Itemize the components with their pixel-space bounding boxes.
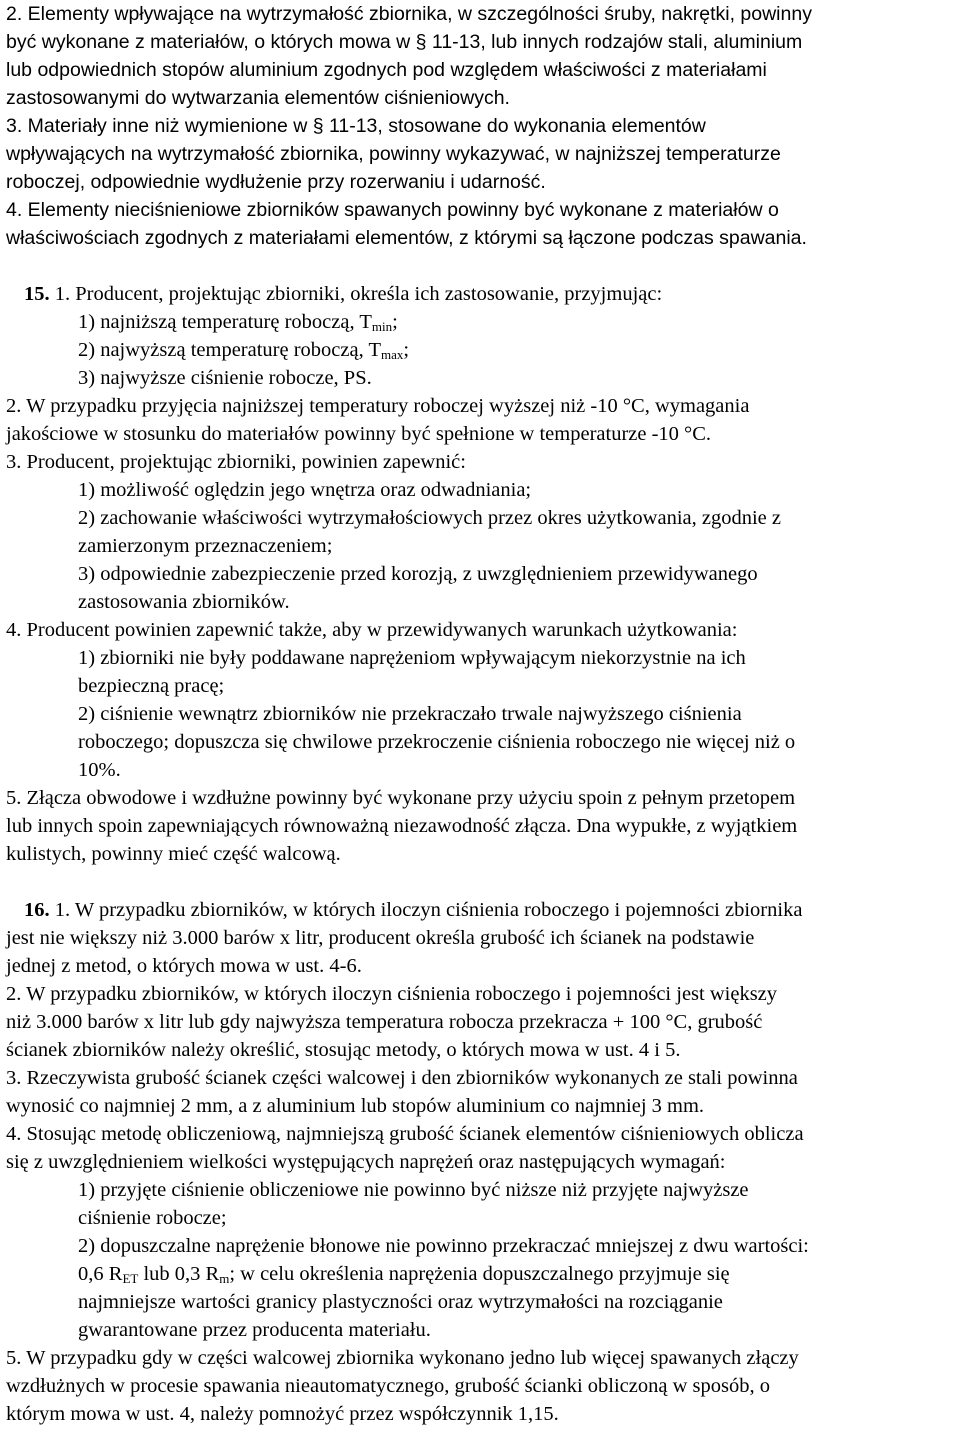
list-item: ciśnienie robocze;	[78, 1207, 227, 1229]
text-line: 3. Materiały inne niż wymienione w § 11-13, stosowane do wykonania elementów	[6, 115, 706, 137]
text-line: lub odpowiednich stopów aluminium zgodnych pod względem właściwości z materiałami	[6, 59, 767, 81]
text-line: roboczej, odpowiednie wydłużenie przy rozerwaniu i udarność.	[6, 171, 546, 193]
subscript: min	[371, 319, 393, 334]
text-line: niż 3.000 barów x litr lub gdy najwyższa temperatura robocza przekracza + 100 °C, grubość	[6, 1011, 763, 1033]
text-line: którym mowa w ust. 4, należy pomnożyć przez współczynnik 1,15.	[6, 1403, 559, 1425]
text-line: wynosić co najmniej 2 mm, a z aluminium lub stopów aluminium co najmniej 3 mm.	[6, 1095, 705, 1117]
list-item: 1) możliwość oględzin jego wnętrza oraz odwadniania;	[78, 479, 532, 501]
list-item: bezpieczną pracę;	[78, 675, 225, 697]
text-line: jakościowe w stosunku do materiałów powinny być spełnione w temperaturze -10 °C.	[6, 423, 712, 445]
list-item: 10%.	[78, 759, 121, 781]
text-line: 4. Elementy nieciśnieniowe zbiorników spawanych powinny być wykonane z materiałów o	[6, 199, 779, 221]
text-line: ścianek zbiorników należy określić, stosując metody, o których mowa w ust. 4 i 5.	[6, 1039, 681, 1061]
section-16-heading-line	[24, 896, 802, 924]
text-span: ;	[403, 339, 410, 361]
text-span: 0,6 R	[78, 1263, 123, 1285]
text-line: 4. Producent powinien zapewnić także, aby w przewidywanych warunkach użytkowania:	[6, 619, 738, 641]
text-line: 2. Elementy wpływające na wytrzymałość zbiornika, w szczególności śruby, nakrętki, powinny	[6, 3, 812, 25]
list-item: 1) przyjęte ciśnienie obliczeniowe nie powinno być niższe niż przyjęte najwyższe	[78, 1179, 749, 1201]
subscript: max	[381, 347, 404, 362]
text-span: 1. Producent, projektując zbiorniki, określa ich zastosowanie, przyjmując:	[49, 283, 663, 305]
text-span: 1) najniższą temperaturę roboczą, T	[78, 311, 372, 333]
text-line: wpływających na wytrzymałość zbiornika, powinny wykazywać, w najniższej temperaturze	[6, 143, 781, 165]
text-span: ; w celu określenia naprężenia dopuszczalnego przyjmuje się	[229, 1263, 730, 1285]
text-line: 2. W przypadku zbiorników, w których iloczyn ciśnienia roboczego i pojemności jest większy	[6, 983, 778, 1005]
list-item	[78, 308, 398, 336]
section-number: 15.	[24, 283, 50, 305]
text-line: 3. Producent, projektując zbiorniki, powinien zapewnić:	[6, 451, 466, 473]
list-item: 3) najwyższe ciśnienie robocze, PS.	[78, 367, 372, 389]
text-line: jednej z metod, o których mowa w ust. 4-6.	[6, 955, 362, 977]
text-span: 2) najwyższą temperaturę roboczą, T	[78, 339, 381, 361]
list-item: zamierzonym przeznaczeniem;	[78, 535, 333, 557]
text-line: być wykonane z materiałów, o których mowa w § 11-13, lub innych rodzajów stali, aluminium	[6, 31, 803, 53]
list-item: 2) zachowanie właściwości wytrzymałościowych przez okres użytkowania, zgodnie z	[78, 507, 781, 529]
text-line: się z uwzględnieniem wielkości występujących naprężeń oraz następujących wymagań:	[6, 1151, 726, 1173]
text-span: ;	[392, 311, 398, 333]
text-line: właściwościach zgodnych z materiałami elementów, z którymi są łączone podczas spawania.	[6, 227, 807, 249]
text-line: lub innych spoin zapewniających równoważną niezawodność złącza. Dna wypukłe, z wyjątkiem	[6, 815, 798, 837]
list-item: 2) dopuszczalne naprężenie błonowe nie powinno przekraczać mniejszej z dwu wartości:	[78, 1235, 809, 1257]
text-line: 5. W przypadku gdy w części walcowej zbiornika wykonano jedno lub więcej spawanych złączy	[6, 1347, 799, 1369]
list-item: zastosowania zbiorników.	[78, 591, 290, 613]
text-line: kulistych, powinny mieć część walcową.	[6, 843, 341, 865]
subscript: ET	[122, 1271, 139, 1286]
text-line: jest nie większy niż 3.000 barów x litr, producent określa grubość ich ścianek na podstawie	[6, 927, 755, 949]
section-15-heading-line	[24, 280, 662, 308]
list-item: najmniejsze wartości granicy plastyczności oraz wytrzymałości na rozciąganie	[78, 1291, 723, 1313]
text-span: lub 0,3 R	[138, 1263, 220, 1285]
text-line: 4. Stosując metodę obliczeniową, najmniejszą grubość ścianek elementów ciśnieniowych oblicza	[6, 1123, 804, 1145]
list-item: roboczego; dopuszcza się chwilowe przekroczenie ciśnienia roboczego nie więcej niż o	[78, 731, 796, 753]
text-span: 1. W przypadku zbiorników, w których iloczyn ciśnienia roboczego i pojemności zbiornika	[49, 899, 803, 921]
list-item	[78, 1260, 730, 1288]
section-number: 16.	[24, 899, 50, 921]
text-line: 5. Złącza obwodowe i wzdłużne powinny być wykonane przy użyciu spoin z pełnym przetopem	[6, 787, 796, 809]
list-item	[78, 336, 409, 364]
text-line: 3. Rzeczywista grubość ścianek części walcowej i den zbiorników wykonanych ze stali powinna	[6, 1067, 798, 1089]
text-line: zastosowanymi do wytwarzania elementów ciśnieniowych.	[6, 87, 510, 109]
list-item: 2) ciśnienie wewnątrz zbiorników nie przekraczało trwale najwyższego ciśnienia	[78, 703, 742, 725]
list-item: gwarantowane przez producenta materiału.	[78, 1319, 431, 1341]
text-line: 2. W przypadku przyjęcia najniższej temperatury roboczej wyższej niż -10 °C, wymagania	[6, 395, 750, 417]
list-item: 3) odpowiednie zabezpieczenie przed korozją, z uwzględnieniem przewidywanego	[78, 563, 758, 585]
text-line: wzdłużnych w procesie spawania nieautomatycznego, grubość ścianki obliczoną w sposób, o	[6, 1375, 770, 1397]
subscript: m	[219, 1271, 230, 1286]
list-item: 1) zbiorniki nie były poddawane naprężeniom wpływającym niekorzystnie na ich	[78, 647, 746, 669]
